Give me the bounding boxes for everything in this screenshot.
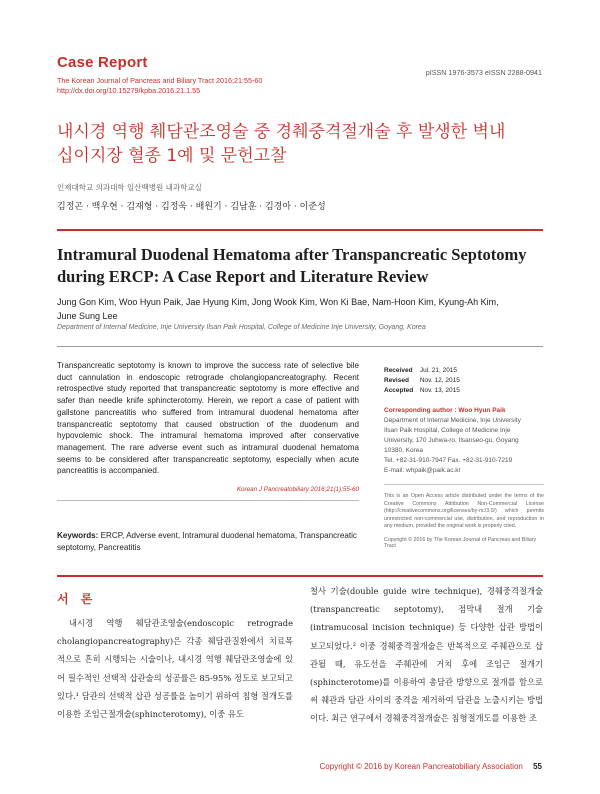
keywords-text: ERCP, Adverse event, Intramural duodenal hematoma, Transpancreatic septotomy, Pancreatitis bbox=[57, 531, 357, 552]
abstract-citation: Korean J Pancreatobiliary 2016;21(1):55-60 bbox=[236, 486, 359, 493]
accepted-row bbox=[384, 386, 544, 396]
received-label: Received bbox=[384, 367, 413, 374]
korean-title-line: 내시경 역행 췌담관조영술 중 경췌중격절개술 후 발생한 벽내 bbox=[57, 122, 506, 142]
authors-line: Jung Gon Kim, Woo Hyun Paik, Jae Hyung Kim, Jong Wook Kim, Won Ki Bae, Nam-Hoon Kim, Kyung-Ah Kim, bbox=[57, 297, 499, 307]
divider bbox=[57, 500, 359, 501]
divider bbox=[57, 575, 543, 577]
journal-citation: The Korean Journal of Pancreas and Biliary Tract 2016;21:55-60 bbox=[57, 76, 263, 85]
korean-affiliation: 인제대학교 의과대학 일산백병원 내과학교실 bbox=[57, 183, 202, 192]
english-title-line: during ERCP: A Case Report and Literature Review bbox=[57, 267, 429, 286]
footer-copyright: Copyright © 2016 by Korean Pancreatobiliary Association bbox=[319, 762, 523, 771]
section-heading-introduction: 서 론 bbox=[57, 592, 97, 606]
page-number: 55 bbox=[533, 762, 542, 771]
correspondence-address: University, 170 Juhwa-ro, Ilsanseo-gu, Goyang bbox=[384, 437, 519, 444]
authors-line: June Sung Lee bbox=[57, 311, 118, 321]
revised-date: Nov. 12, 2015 bbox=[419, 377, 460, 384]
body-text-right-column: 철사 기술(double guide wire technique), 경췌중격절개술(transpancreatic septotomy), 점막내 절개 기술(intramucosal incision technique) 등 다양한 삽관 방법이 보고되었다.² 이중 경췌중격절개술은 반복적으로 주췌관으로 삽관될 때, 유도선을 주췌관에 거치 후에 조임근 절개기(sphincterotome)를 이용하여 총담관 방향으로 절개를 함으로써 췌관과 담관 사이의 중격을 제거하여 담관을 노출시키는 방법이다. 최근 연구에서 경췌중격절개술은 침형절개도를 이용한 조 bbox=[310, 586, 543, 724]
english-authors bbox=[57, 295, 537, 323]
received-date: Jul. 21, 2015 bbox=[419, 367, 458, 374]
english-title-line: Intramural Duodenal Hematoma after Transpancreatic Septotomy bbox=[57, 245, 527, 264]
korean-title bbox=[57, 120, 557, 168]
correspondence-address: Department of Internal Medicine, Inje University bbox=[384, 417, 521, 424]
received-row bbox=[384, 366, 544, 376]
korean-title-line: 십이지장 혈종 1예 및 문헌고찰 bbox=[57, 146, 287, 166]
doi-link[interactable]: http://dx.doi.org/10.15279/kpba.2016.21.1.55 bbox=[57, 86, 201, 95]
divider bbox=[57, 229, 543, 231]
divider bbox=[57, 346, 543, 347]
abstract: Transpancreatic septotomy is known to improve the success rate of selective bile duct cannulation in endoscopic retrograde cholangiopancreatography. Recent retrospective study reported that transpancreatic septotomy is more effective and safer than needle knife sphincterotomy. Herein, we report a case of patient with gallstone pancreatitis who suffered from intramural duodenal hematoma after transpancreatic septotomy that caused obstruction of the duodenum and hypovolemic shock. The intramural hematoma improved after conservative management. The rare adverse event such as intramural duodenal hematoma seems to be considered after transpancreatic septotomy, especially when acute pancreatitis is accompanied. bbox=[57, 361, 359, 476]
correspondence-address: 10380, Korea bbox=[384, 447, 424, 454]
correspondence-phone: Tel. +82-31-910-7947 Fax. +82-31-910-7219 bbox=[384, 457, 513, 464]
korean-authors: 김정곤 · 백우현 · 김재형 · 김정욱 · 배원기 · 김남훈 · 김경아 · 이준성 bbox=[57, 202, 326, 212]
open-access-notice: This is an Open Access article distributed under the terms of the Creative Commons Attribution Non-Commercial License (http://creativecommons.org/licenses/by-nc/3.0/) which permits unrestricted non-commercial use, distribution, and reproduction in any medium, provided the original work is properly cited. bbox=[384, 493, 544, 530]
page-footer bbox=[320, 762, 542, 771]
issn: pISSN 1976-3573 eISSN 2288-0941 bbox=[425, 68, 542, 77]
article-type: Case Report bbox=[57, 54, 148, 71]
divider bbox=[384, 484, 544, 485]
keywords-label: Keywords: bbox=[57, 531, 99, 540]
accepted-date: Nov. 13, 2015 bbox=[419, 387, 460, 394]
english-title bbox=[57, 244, 547, 288]
keywords bbox=[57, 530, 367, 553]
revised-label: Revised bbox=[384, 377, 409, 384]
corresponding-author-heading: Corresponding author : Woo Hyun Paik bbox=[384, 407, 506, 414]
article-info-sidebar bbox=[384, 366, 544, 549]
correspondence-email[interactable]: E-mail: whpaik@paik.ac.kr bbox=[384, 467, 461, 474]
body-text-left-column: 내시경 역행 췌담관조영술(endoscopic retrograde cholangiopancreatography)은 각종 췌담관질환에서 치료목적으로 흔히 시행되는 시술이나, 내시경 역행 췌담관조영술에 있어 필수적인 선택적 삽관술의 성공률은 85-95% 정도로 보고되고 있다.¹ 담관의 선택적 삽관 성공률을 높이기 위하여 침형 절개도를 이용한 조임근절개술(sphincterotomy), 이중 유도 bbox=[57, 618, 293, 720]
accepted-label: Accepted bbox=[384, 387, 414, 394]
english-affiliation: Department of Internal Medicine, Inje University Ilsan Paik Hospital, College of Medicine Inje University, Goyang, Korea bbox=[57, 324, 426, 331]
journal-copyright: Copyright © 2016 by The Korean Journal of Pancreas and Biliary Tract bbox=[384, 536, 537, 549]
revised-row bbox=[384, 376, 544, 386]
correspondence-address: Ilsan Paik Hospital, College of Medicine Inje bbox=[384, 427, 511, 434]
